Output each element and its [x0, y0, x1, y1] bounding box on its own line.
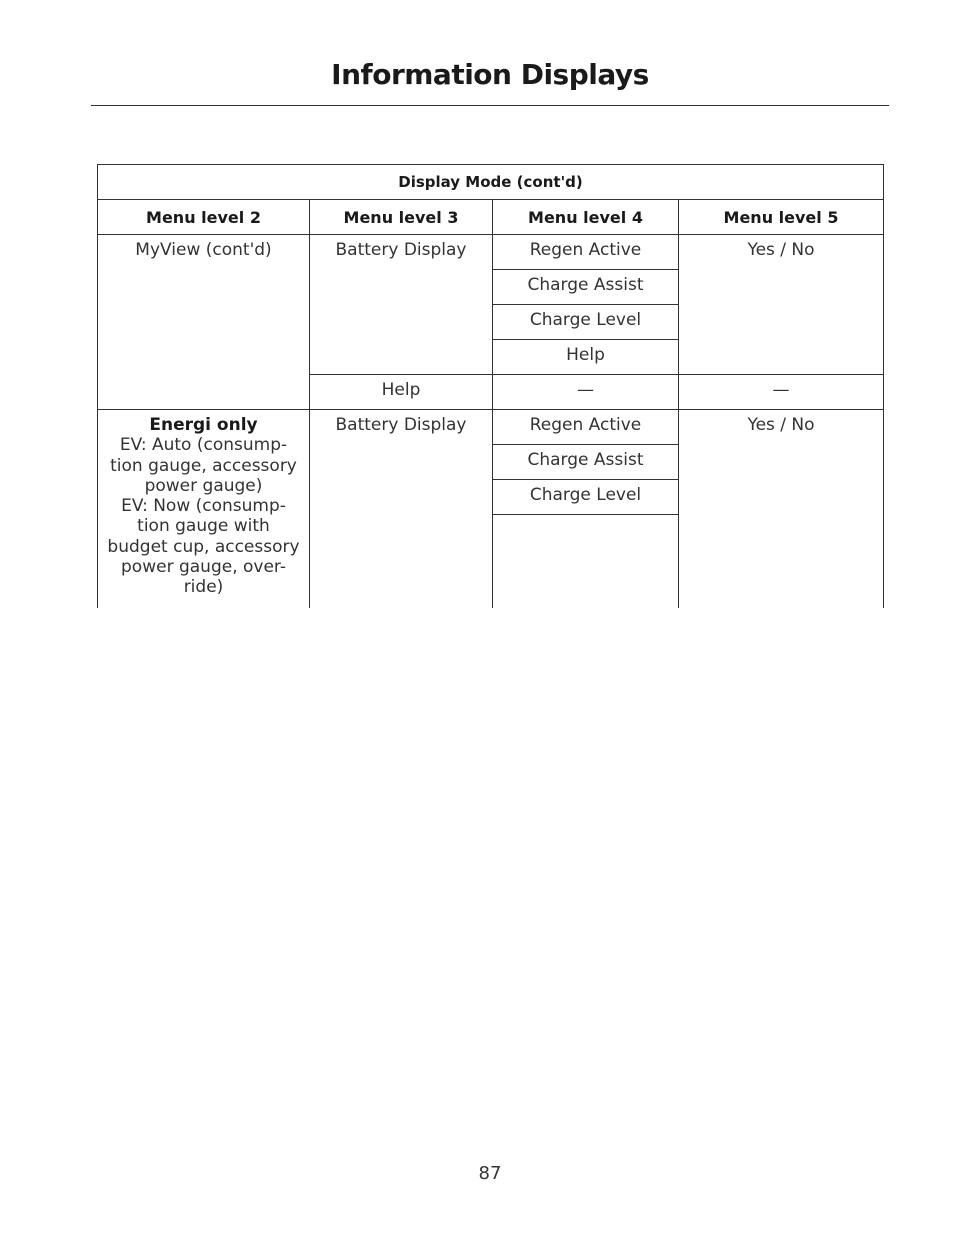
cell-charge-assist: Charge Assist [493, 270, 679, 305]
column-header-menu-level-3: Menu level 3 [310, 200, 493, 235]
title-divider [91, 105, 889, 106]
cell-yes-no: Yes / No [679, 235, 884, 375]
cell-battery-display: Battery Display [310, 235, 493, 375]
cell-help-level5-dash: — [679, 375, 884, 410]
cell-charge-level: Charge Level [493, 305, 679, 340]
energi-line: tion gauge, accessory [110, 455, 297, 476]
energi-line: budget cup, accessory [107, 536, 300, 557]
table-row [98, 235, 884, 270]
cell-charge-level-2: Charge Level [493, 480, 679, 515]
column-header-menu-level-4: Menu level 4 [493, 200, 679, 235]
display-mode-table [97, 164, 884, 608]
cell-charge-assist-2: Charge Assist [493, 445, 679, 480]
cell-help-level3: Help [310, 375, 493, 410]
column-header-menu-level-5: Menu level 5 [679, 200, 884, 235]
page-title: Information Displays [331, 58, 649, 91]
energi-only-label: Energi only [149, 415, 258, 435]
energi-line: EV: Auto (consump- [119, 435, 288, 456]
page-number: 87 [478, 1163, 502, 1184]
cell-yes-no-2: Yes / No [679, 410, 884, 608]
table-row [98, 410, 884, 445]
cell-battery-display-2: Battery Display [310, 410, 493, 608]
cell-help: Help [493, 340, 679, 375]
column-header-menu-level-2: Menu level 2 [98, 200, 310, 235]
table-header-row [98, 200, 884, 235]
table-caption: Display Mode (cont'd) [98, 165, 884, 200]
energi-line: ride) [183, 577, 224, 598]
cell-regen-active-2: Regen Active [493, 410, 679, 445]
cell-empty [493, 515, 679, 608]
cell-energi-only [98, 410, 310, 608]
energi-line: power gauge, over- [121, 557, 286, 578]
cell-regen-active: Regen Active [493, 235, 679, 270]
cell-help-level4-dash: — [493, 375, 679, 410]
cell-myview: MyView (cont'd) [98, 235, 310, 410]
energi-line: tion gauge with [137, 516, 270, 537]
energi-line: power gauge) [144, 475, 263, 496]
energi-line: EV: Now (consump- [121, 496, 286, 517]
